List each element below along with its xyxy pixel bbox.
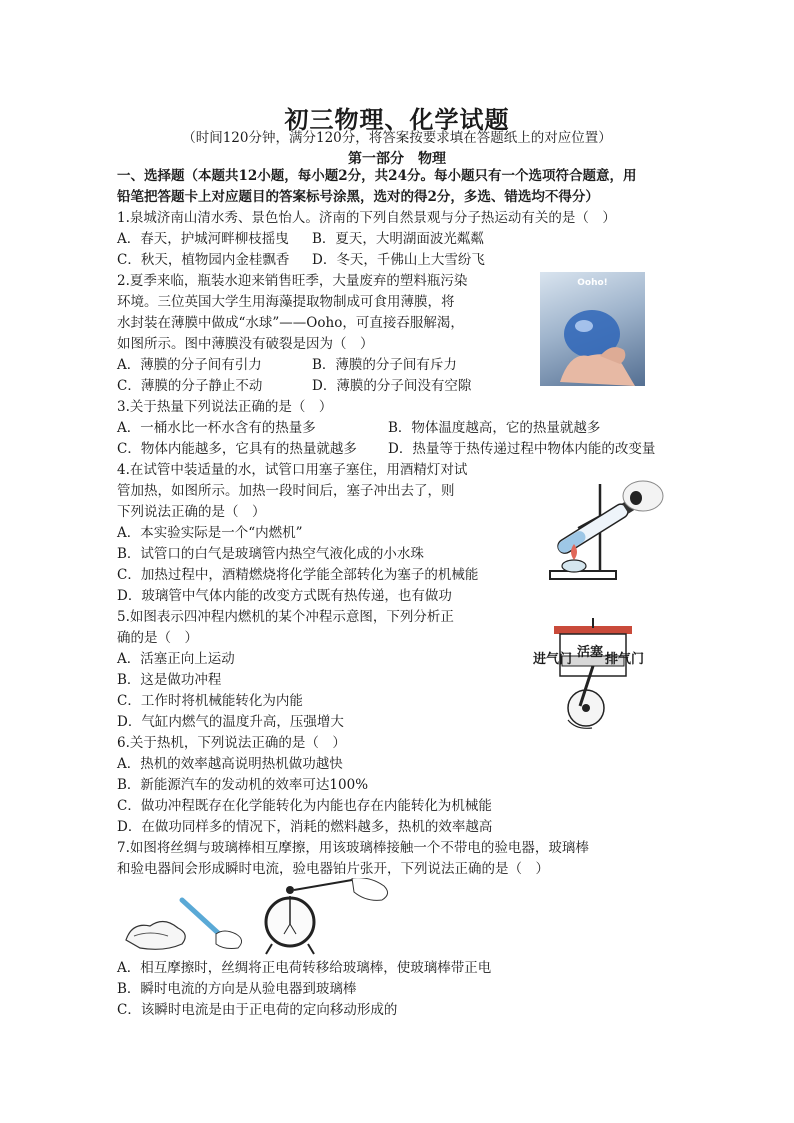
question-7-stem-line1: 7.如图将丝绸与玻璃棒相互摩擦，用该玻璃棒接触一个不带电的验电器，玻璃棒 [117,840,589,856]
question-2-stem-line1: 2.夏季来临，瓶装水迎来销售旺季，大量废弃的塑料瓶污染 [117,273,468,289]
question-2-stem-line2: 环境。三位英国大学生用海藻提取物制成可食用薄膜，将 [117,294,455,310]
question-1-option-a: A．春天，护城河畔柳枝摇曳 [117,231,289,247]
question-6-option-b: B．新能源汽车的发动机的效率可达100% [117,777,369,793]
question-5-stem-line1: 5.如图表示四冲程内燃机的某个冲程示意图，下列分析正 [117,609,454,625]
question-4-stem-line3: 下列说法正确的是（ ） [117,504,266,520]
question-5-option-a: A．活塞正向上运动 [117,651,235,667]
question-7-stem-line2: 和验电器间会形成瞬时电流，验电器铂片张开，下列说法正确的是（ ） [117,861,549,877]
question-4-stem-line2: 管加热，如图所示。加热一段时间后，塞子冲出去了，则 [117,483,455,499]
ooho-water-ball-photo [540,272,645,386]
question-2-stem-line3: 水封装在薄膜中做成“水球”——Ooho，可直接吞服解渴， [117,315,464,331]
part-heading: 第一部分 物理 [348,151,446,167]
question-5-option-b: B．这是做功冲程 [117,672,222,688]
question-6-stem: 6.关于热机，下列说法正确的是（ ） [117,735,346,751]
page-subtitle: （时间120分钟，满分120分，将答案按要求填在答题纸上的对应位置） [182,130,612,146]
question-1-option-b: B．夏天，大明湖面波光粼粼 [312,231,484,247]
question-2-option-b: B．薄膜的分子间有斥力 [312,357,457,373]
question-1-stem: 1.泉城济南山清水秀、景色怡人。济南的下列自然景观与分子热运动有关的是（ ） [117,210,616,226]
question-6-option-c: C．做功冲程既存在化学能转化为内能也存在内能转化为机械能 [117,798,492,814]
question-5-option-c: C．工作时将机械能转化为内能 [117,693,303,709]
question-4-option-d: D．玻璃管中气体内能的改变方式既有热传递，也有做功 [117,588,452,604]
section-heading-line2: 铅笔把答题卡上对应题目的答案标号涂黑，选对的得2分，多选、错选均不得分） [117,189,599,205]
intake-valve-label: 进气门 [533,652,573,667]
question-2-stem-line4: 如图所示。图中薄膜没有破裂是因为（ ） [117,336,374,352]
question-7-option-a: A．相互摩擦时，丝绸将正电荷转移给玻璃棒，使玻璃棒带正电 [117,960,492,976]
question-6-option-d: D．在做功同样多的情况下，消耗的燃料越多，热机的效率越高 [117,819,493,835]
question-4-option-b: B．试管口的白气是玻璃管内热空气液化成的小水珠 [117,546,424,562]
question-5-stem-line2: 确的是（ ） [117,630,198,646]
question-2-option-a: A．薄膜的分子间有引力 [117,357,262,373]
question-1-option-c: C．秋天，植物园内金桂飘香 [117,252,290,268]
question-7-option-c: C．该瞬时电流是由于正电荷的定向移动形成的 [117,1002,398,1018]
question-4-option-a: A．本实验实际是一个“内燃机” [117,525,303,541]
photo-caption: Ooho! [577,278,608,288]
question-3-option-a: A．一桶水比一杯水含有的热量多 [117,420,316,436]
engine-cylinder-figure [546,616,646,732]
section-heading: 一、选择题（本题共12小题，每小题2分，共24分。每小题只有一个选项符合题意，用 [117,168,637,184]
question-5-option-d: D．气缸内燃气的温度升高，压强增大 [117,714,344,730]
question-7-option-b: B．瞬时电流的方向是从验电器到玻璃棒 [117,981,357,997]
question-4-stem-line1: 4.在试管中装适量的水，试管口用塞子塞住，用酒精灯对试 [117,462,468,478]
question-4-option-c: C．加热过程中，酒精燃烧将化学能全部转化为塞子的机械能 [117,567,479,583]
exhaust-valve-label: 排气门 [605,652,645,667]
question-1-option-d: D．冬天，千佛山上大雪纷飞 [312,252,485,268]
question-2-option-d: D．薄膜的分子间没有空隙 [312,378,472,394]
test-tube-heating-apparatus-figure [538,476,668,586]
silk-glass-rod-electroscope-figure [120,878,400,958]
page-title: 初三物理、化学试题 [284,105,510,134]
question-3-option-c: C．物体内能越多，它具有的热量就越多 [117,441,357,457]
hand-holding-water-ball-icon [540,272,645,386]
piston-label: 活塞 [577,645,604,660]
question-6-option-a: A．热机的效率越高说明热机做功越快 [117,756,343,772]
question-2-option-c: C．薄膜的分子静止不动 [117,378,263,394]
question-3-stem: 3.关于热量下列说法正确的是（ ） [117,399,333,415]
question-3-option-d: D．热量等于热传递过程中物体内能的改变量 [388,441,656,457]
question-3-option-b: B．物体温度越高，它的热量就越多 [388,420,601,436]
